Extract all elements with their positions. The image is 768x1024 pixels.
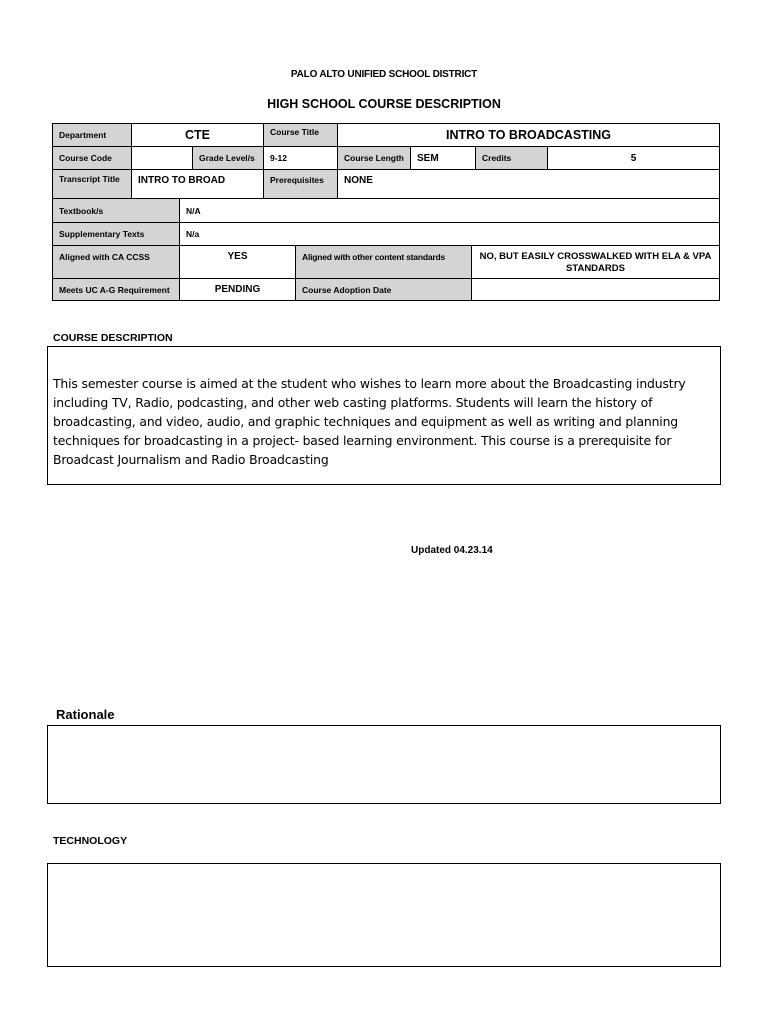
adoption-date-value xyxy=(472,279,719,300)
ccss-label: Aligned with CA CCSS xyxy=(53,246,180,278)
rationale-box xyxy=(47,725,721,804)
course-description-heading: COURSE DESCRIPTION xyxy=(53,332,173,344)
table-row xyxy=(52,222,720,245)
department-label: Department xyxy=(53,124,132,146)
table-row xyxy=(52,146,720,169)
table-row xyxy=(52,169,720,198)
technology-box xyxy=(47,863,721,967)
uc-ag-value: PENDING xyxy=(180,279,296,300)
grade-levels-value: 9-12 xyxy=(264,147,338,169)
document-title: HIGH SCHOOL COURSE DESCRIPTION xyxy=(267,97,501,111)
other-standards-value: NO, BUT EASILY CROSSWALKED WITH ELA & VPA STANDARDS xyxy=(479,251,712,274)
grade-levels-label: Grade Level/s xyxy=(193,147,264,169)
supplementary-texts-label: Supplementary Texts xyxy=(53,223,180,245)
textbooks-label: Textbook/s xyxy=(53,199,180,222)
course-description-text: This semester course is aimed at the student who wishes to learn more about the Broadcasting industry including TV, Radio, podcasting, and other web casting platforms. Students will learn the history of broadcasting, and video, audio, and graphic techniques and equipment as well as writing and planning techniques for broadcasting in a project- based learning environment. This course is a prerequisite for Broadcast Journalism and Radio Broadcasting xyxy=(53,376,686,467)
updated-date: Updated 04.23.14 xyxy=(411,545,493,556)
table-row xyxy=(52,123,720,146)
credits-value: 5 xyxy=(630,152,637,164)
table-row xyxy=(52,278,720,301)
table-row xyxy=(52,198,720,222)
course-code-label: Course Code xyxy=(53,147,132,169)
ccss-value: YES xyxy=(180,246,296,278)
course-length-label: Course Length xyxy=(338,147,411,169)
course-code-value xyxy=(132,147,193,169)
uc-ag-label: Meets UC A-G Requirement xyxy=(53,279,180,300)
prerequisites-label: Prerequisites xyxy=(264,170,338,198)
transcript-title-value: INTRO TO BROAD xyxy=(132,170,264,198)
credits-label: Credits xyxy=(476,147,548,169)
course-length-value: SEM xyxy=(411,147,476,169)
rationale-heading: Rationale xyxy=(56,707,115,722)
textbooks-value: N/A xyxy=(186,205,201,216)
prerequisites-value: NONE xyxy=(344,175,373,186)
technology-heading: TECHNOLOGY xyxy=(53,835,128,847)
district-name: PALO ALTO UNIFIED SCHOOL DISTRICT xyxy=(290,69,478,80)
transcript-title-label: Transcript Title xyxy=(53,170,132,198)
other-standards-label: Aligned with other content standards xyxy=(296,246,472,278)
department-value: CTE xyxy=(132,124,264,146)
course-description-box xyxy=(47,346,721,485)
table-row xyxy=(52,245,720,278)
course-title-value: INTRO TO BROADCASTING xyxy=(445,128,612,142)
adoption-date-label: Course Adoption Date xyxy=(296,279,472,300)
course-title-label: Course Title xyxy=(264,124,338,146)
supplementary-texts-value: N/a xyxy=(186,229,200,239)
